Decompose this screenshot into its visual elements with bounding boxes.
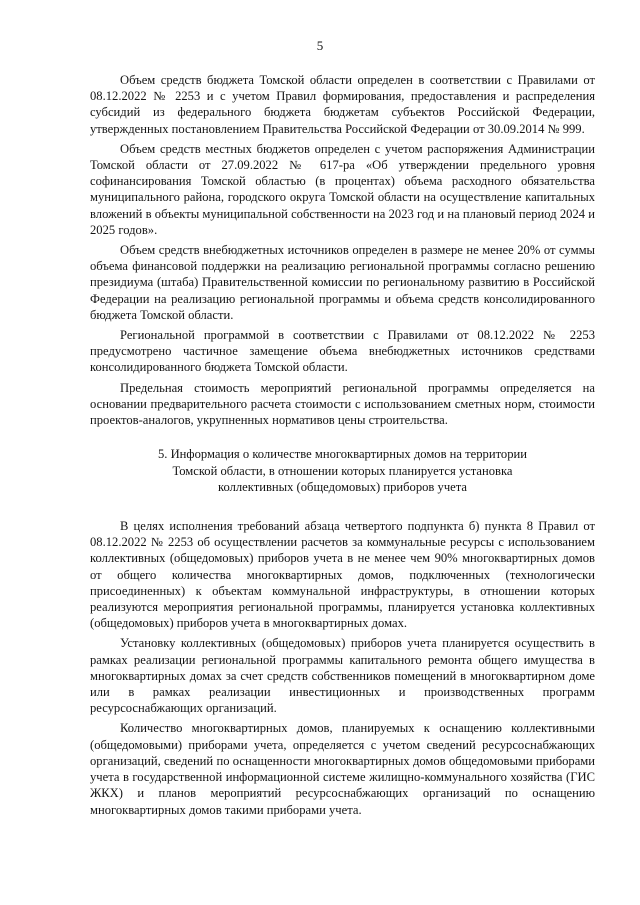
paragraph-partial-replacement: Региональной программой в соответствии с Правилами от 08.12.2022 № 2253 предусмотрено частичное замещение объема внебюджетных источников средствами консолидированного бюджета Томской области. (90, 328, 595, 375)
section-heading-line: 5. Информация о количестве многоквартирных домов на территории (157, 447, 527, 462)
paragraph-local-budgets: Объем средств местных бюджетов определен с учетом распоряжения Администрации Томской области от 27.09.2022 № 617-ра «Об утверждении предельного уровня софинансирования Томской областью (в процентах) объема расходного обязательства муниципального района, городского округа Томской области на осуществление капитальных вложений в объекты муниципальной собственности на 2023 год и на плановый период 2024 и 2025 годов». (90, 141, 595, 237)
paragraph-regional-budget: Объем средств бюджета Томской области определен в соответствии с Правилами от 08.12.2022 № 2253 и с учетом Правил формирования, предоставления и распределения субсидий из федерального бюджета бюджетам субъектов Российской Федерации, утвержденных постановлением Правительства Российской Федерации от 30.09.2014 № 999. (90, 73, 595, 136)
paragraph-meter-requirements: В целях исполнения требований абзаца четвертого подпункта б) пункта 8 Правил от 08.12.2022 № 2253 об осуществлении расчетов за коммунальные ресурсы с использованием коллективных (общедомовых) приборов учета в не менее чем 90% многоквартирных домов от общего количества многоквартирных домов, подключенных (технологически присоединенных) к объектам коммунальной инфраструктуры, в отношении которых реализуются мероприятия региональной программы, планируется установка коллективных (общедомовых) приборов учета в многоквартирных домах. (90, 519, 595, 631)
document-body (90, 72, 595, 822)
page-number: 5 (316, 38, 324, 53)
paragraph-meter-installation: Установку коллективных (общедомовых) приборов учета планируется осуществить в рамках реализации региональной программы капитального ремонта общего имущества в многоквартирных домах за счет средств собственников помещений в многоквартирном доме или в рамках реализации инвестиционных и производственных программ ресурсоснабжающих организаций. (90, 636, 595, 716)
section-heading-line: Томской области, в отношении которых планируется установка (172, 463, 513, 478)
paragraph-meter-count: Количество многоквартирных домов, планируемых к оснащению коллективными (общедомовыми) приборами учета, определяется с учетом сведений ресурсоснабжающих организаций, сведений по оснащенности многоквартирных домов общедомовыми приборами учета в государственной информационной системе жилищно-коммунального хозяйства (ГИС ЖКХ) и планов мероприятий ресурсоснабжающих организаций по оснащению многоквартирных домов такими приборами учета. (90, 721, 595, 817)
section-5-heading (90, 446, 595, 496)
paragraph-extrabudgetary-sources: Объем средств внебюджетных источников определен в размере не менее 20% от суммы объема финансовой поддержки на реализацию региональной программы согласно решению президиума (штаба) Правительственной комиссии по региональному развитию в Российской Федерации на реализацию региональной программы и объема средств консолидированного бюджета Томской области. (90, 243, 595, 322)
paragraph-cost-limit: Предельная стоимость мероприятий региональной программы определяется на основании предварительного расчета стоимости с использованием сметных норм, стоимости проектов-аналогов, укрупненных нормативов цены строительства. (90, 380, 595, 428)
section-heading-line: коллективных (общедомовых) приборов учета (218, 480, 467, 495)
